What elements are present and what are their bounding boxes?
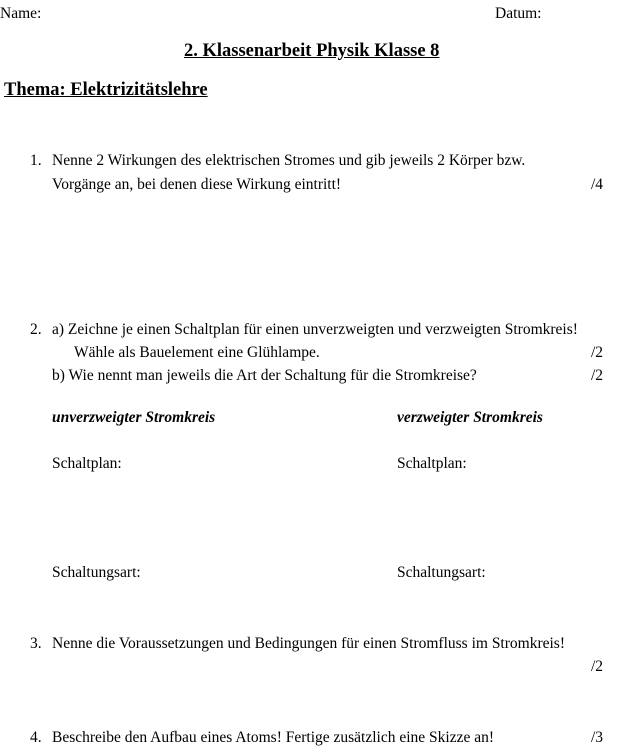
task-2a-line-1: a) Zeichne je einen Schaltplan für einen unverzweigten und verzweigten Stromkreis! [52,321,578,338]
task-3-number: 3. [30,635,42,652]
date-label: Datum: [495,5,542,22]
right-schaltungsart-label: Schaltungsart: [397,564,486,581]
task-1-line-2: Vorgänge an, bei denen diese Wirkung eintritt! [52,176,342,193]
task-2-number: 2. [30,321,42,338]
task-4-number: 4. [30,729,42,746]
page-title: 2. Klassenarbeit Physik Klasse 8 [184,41,440,61]
topic-heading: Thema: Elektrizitätslehre [4,80,208,100]
right-schaltplan-label: Schaltplan: [397,455,467,472]
task-2b-line: b) Wie nennt man jeweils die Art der Schaltung für die Stromkreise? [52,367,477,384]
task-2b-points: /2 [591,367,604,384]
task-2a-line-2: Wähle als Bauelement eine Glühlampe. [74,344,320,361]
task-1-line-1: Nenne 2 Wirkungen des elektrischen Stromes und gib jeweils 2 Körper bzw. [52,152,526,169]
name-label: Name: [0,5,42,22]
task-2a-points: /2 [591,344,604,361]
task-1-points: /4 [591,176,604,193]
task-1-number: 1. [30,152,42,169]
task-3-points: /2 [591,658,604,675]
task-3-line-1: Nenne die Voraussetzungen und Bedingungen für einen Stromfluss im Stromkreis! [52,635,565,652]
task-4-line-1: Beschreibe den Aufbau eines Atoms! Fertige zusätzlich eine Skizze an! [52,729,495,746]
left-schaltungsart-label: Schaltungsart: [52,564,141,581]
right-column-heading: verzweigter Stromkreis [397,409,543,426]
left-column-heading: unverzweigter Stromkreis [52,409,216,426]
task-4-points: /3 [591,729,604,746]
left-schaltplan-label: Schaltplan: [52,455,122,472]
